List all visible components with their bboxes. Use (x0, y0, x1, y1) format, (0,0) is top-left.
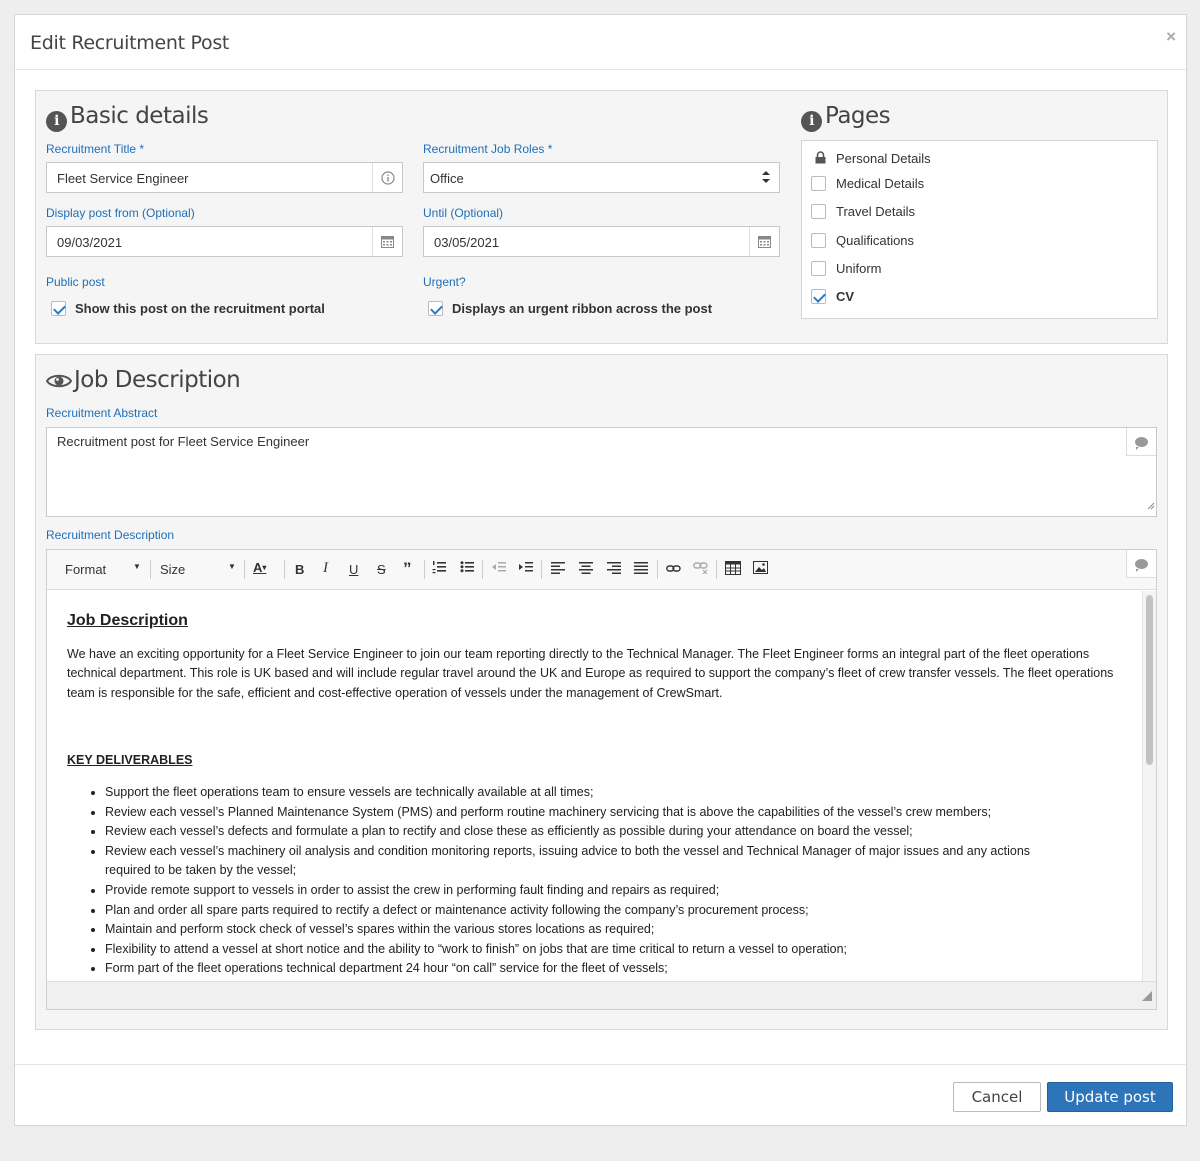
list-item: • Review each vessel’s defects and formulate a plan to rectify and close these as efficiently as possible during your attendance on board the vessel; (105, 822, 1122, 842)
table-icon[interactable] (725, 561, 741, 578)
description-label: Recruitment Description (46, 528, 175, 542)
underline-button[interactable]: U (349, 562, 359, 577)
page-item-label[interactable]: Qualifications (836, 233, 915, 248)
bold-button[interactable]: B (295, 562, 305, 577)
basic-details-panel (35, 90, 1168, 344)
edit-recruitment-modal (14, 14, 1187, 1126)
list-item: • Review each vessel’s machinery oil analysis and condition monitoring reports, issuing advice to both the vessel and Technical Manager of major issues and any actions required to be taken by the vessel; (105, 842, 1122, 881)
modal-header (15, 15, 1186, 70)
urgent-checkbox[interactable] (428, 301, 443, 316)
list-item: • Provide remote support to vessels in order to assist the crew in performing fault finding and repairs as required; (105, 881, 1122, 901)
align-left-icon[interactable] (551, 561, 565, 577)
editor-statusbar (47, 981, 1156, 1009)
blockquote-button[interactable]: ” (403, 559, 412, 578)
calendar-icon[interactable] (749, 227, 779, 256)
modal-footer (15, 1064, 1186, 1126)
job-description-panel (35, 354, 1168, 1030)
abstract-label: Recruitment Abstract (46, 406, 158, 420)
job-description-heading (46, 367, 240, 396)
info-icon: i (46, 111, 67, 132)
toolbar-separator (716, 560, 717, 579)
align-right-icon[interactable] (607, 561, 621, 577)
display-from-label: Display post from (Optional) (46, 206, 195, 220)
cancel-button[interactable]: Cancel (953, 1082, 1041, 1112)
toolbar-separator (482, 560, 483, 579)
list-item: • Support the fleet operations team to ensure vessels are technically available at all times; (105, 783, 1122, 803)
public-post-checkbox-label[interactable]: Show this post on the recruitment portal (75, 301, 325, 316)
abstract-textarea[interactable] (46, 427, 1157, 517)
link-icon[interactable] (666, 562, 681, 577)
basic-details-heading (46, 103, 208, 132)
urgent-label: Urgent? (423, 275, 466, 289)
page-item-label[interactable]: Uniform (836, 261, 882, 276)
select-arrows-icon (762, 170, 770, 187)
size-label: Size (160, 562, 186, 577)
close-icon[interactable]: × (1166, 27, 1176, 46)
rich-text-editor (46, 549, 1157, 1010)
display-from-value: 09/03/2021 (57, 235, 123, 250)
update-post-button[interactable]: Update post (1047, 1082, 1173, 1112)
align-center-icon[interactable] (579, 561, 593, 577)
job-description-title: Job Description (74, 367, 241, 393)
toolbar-separator (657, 560, 658, 579)
job-roles-value: Office (430, 171, 464, 186)
justify-icon[interactable] (634, 561, 648, 577)
lock-icon (815, 151, 826, 167)
toolbar-separator (150, 560, 151, 579)
until-label: Until (Optional) (423, 206, 504, 220)
deliverables-heading: KEY DELIVERABLES (67, 753, 193, 768)
numbered-list-icon[interactable] (432, 560, 446, 577)
page-item-label[interactable]: Medical Details (836, 176, 925, 191)
until-value: 03/05/2021 (434, 235, 500, 250)
page-checkbox[interactable] (811, 289, 826, 304)
page-item-label[interactable]: CV (836, 289, 855, 304)
image-icon[interactable] (753, 561, 768, 577)
comment-icon (1135, 559, 1148, 569)
recruitment-title-input[interactable] (46, 162, 403, 193)
info-icon: i (801, 111, 822, 132)
recruitment-title-value: Fleet Service Engineer (57, 171, 189, 186)
basic-details-title: Basic details (70, 103, 209, 129)
toolbar-separator (424, 560, 425, 579)
list-item: • Review each vessel’s Planned Maintenance System (PMS) and perform routine machinery servicing that is above the capabilities of the vessel’s crew members; (105, 803, 1122, 823)
bulleted-list-icon[interactable] (460, 560, 474, 577)
page-checkbox[interactable] (811, 176, 826, 191)
info-circle-icon[interactable] (372, 163, 402, 192)
content-intro: We have an exciting opportunity for a Fleet Service Engineer to join our team reporting directly to the Technical Manager. The Fleet Engineer forms an integral part of the fleet operations technical department. This role is UK based and will include regular travel around the UK and Europe as required to support the company’s fleet of crew transfer vessels. The fleet operations team is responsible for the safe, efficient and cost-effective operation of vessels under the management of CrewSmart. (67, 646, 1114, 700)
urgent-checkbox-label[interactable]: Displays an urgent ribbon across the post (452, 301, 713, 316)
comment-button[interactable] (1126, 550, 1156, 578)
page-checkbox[interactable] (811, 261, 826, 276)
editor-toolbar (47, 550, 1156, 590)
modal-title: Edit Recruitment Post (30, 32, 230, 54)
pages-title: Pages (825, 103, 891, 129)
outdent-icon[interactable] (492, 560, 506, 577)
page-item-label: Personal Details (836, 151, 931, 166)
toolbar-separator (244, 560, 245, 579)
page-checkbox[interactable] (811, 204, 826, 219)
calendar-icon[interactable] (372, 227, 402, 256)
resize-handle[interactable] (1147, 497, 1155, 515)
recruitment-title-label: Recruitment Title * (46, 142, 145, 156)
job-roles-select[interactable] (423, 162, 780, 193)
caret-down-icon: ▼ (133, 562, 141, 571)
format-dropdown[interactable] (65, 562, 141, 577)
list-item: • Maintain and perform stock check of vessel’s spares within the various stores locations as required; (105, 920, 1122, 940)
comment-icon (1135, 437, 1148, 447)
comment-button[interactable] (1126, 428, 1156, 456)
job-roles-label: Recruitment Job Roles * (423, 142, 553, 156)
list-item: • Plan and order all spare parts required to rectify a defect or maintenance activity following the company’s procurement process; (105, 901, 1122, 921)
format-label: Format (65, 562, 107, 577)
caret-down-icon: ▼ (228, 562, 236, 571)
strikethrough-button[interactable]: S (377, 562, 386, 577)
page-item-label[interactable]: Travel Details (836, 204, 915, 219)
text-color-button[interactable]: A▾ (253, 560, 267, 575)
abstract-value: Recruitment post for Fleet Service Engineer (57, 434, 310, 449)
public-post-checkbox[interactable] (51, 301, 66, 316)
content-heading: Job Description (67, 612, 188, 629)
resize-handle-icon[interactable] (1142, 988, 1152, 1006)
public-post-label: Public post (46, 275, 105, 289)
eye-icon (46, 370, 72, 396)
list-item: • Flexibility to attend a vessel at short notice and the ability to “work to finish” on jobs that are time critical to return a vessel to operation; (105, 940, 1122, 960)
deliverables-list (67, 783, 1122, 979)
editor-content[interactable] (47, 591, 1142, 981)
toolbar-separator (541, 560, 542, 579)
pages-list (801, 140, 1158, 319)
scrollbar-thumb[interactable] (1146, 595, 1153, 765)
toolbar-separator (284, 560, 285, 579)
size-dropdown[interactable] (160, 562, 236, 577)
italic-button[interactable]: I (323, 560, 328, 576)
until-input[interactable] (423, 226, 780, 257)
pages-heading (801, 103, 890, 132)
indent-icon[interactable] (519, 560, 533, 577)
list-item: • Form part of the fleet operations technical department 24 hour “on call” service for the fleet of vessels; (105, 959, 1122, 979)
display-from-input[interactable] (46, 226, 403, 257)
unlink-icon[interactable] (693, 562, 708, 577)
editor-scrollbar[interactable] (1142, 591, 1156, 981)
page-checkbox[interactable] (811, 233, 826, 248)
